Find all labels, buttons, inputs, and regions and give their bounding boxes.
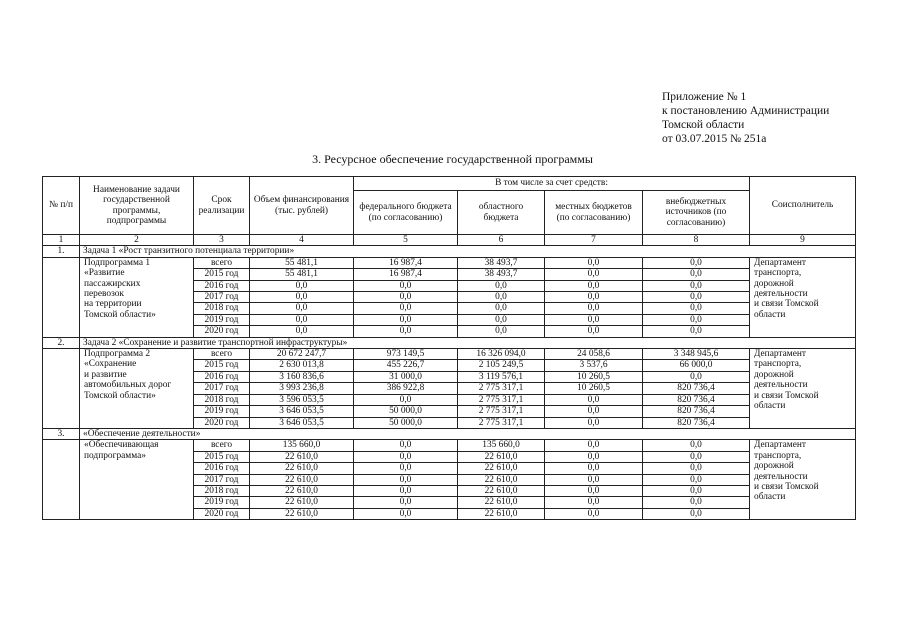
amount-cell: 0,0 (458, 314, 545, 325)
amount-cell: 0,0 (643, 485, 750, 496)
coexecutor-cell: Департамент транспорта, дорожной деятельности и связи Томской области (750, 349, 856, 429)
column-number: 4 (250, 235, 354, 246)
amount-cell: 10 260,5 (545, 383, 643, 394)
amount-cell: 135 660,0 (250, 440, 354, 451)
amount-cell: 22 610,0 (250, 463, 354, 474)
column-number: 8 (643, 235, 750, 246)
section-title: «Обеспечение деятельности» (80, 428, 856, 439)
amount-cell: 0,0 (545, 269, 643, 280)
amount-cell: 66 000,0 (643, 360, 750, 371)
appendix-block (662, 90, 829, 146)
amount-cell: 0,0 (354, 314, 458, 325)
coexecutor-cell: Департамент транспорта, дорожной деятельности и связи Томской области (750, 257, 856, 337)
amount-cell: 2 775 317,1 (458, 417, 545, 428)
amount-cell: 0,0 (643, 440, 750, 451)
resource-table (42, 176, 856, 520)
column-number: 7 (545, 235, 643, 246)
amount-cell: 0,0 (458, 280, 545, 291)
header-name: Наименование задачи государственной программы, подпрограммы (80, 177, 194, 235)
amount-cell: 0,0 (250, 314, 354, 325)
section-title: Задача 2 «Сохранение и развитие транспортной инфраструктуры» (80, 337, 856, 348)
period-cell: 2018 год (194, 485, 250, 496)
amount-cell: 0,0 (643, 474, 750, 485)
amount-cell: 38 493,7 (458, 257, 545, 268)
table-row (43, 349, 856, 360)
header-including: В том числе за счет средств: (354, 177, 750, 191)
amount-cell: 0,0 (545, 406, 643, 417)
amount-cell: 0,0 (250, 326, 354, 337)
amount-cell: 0,0 (458, 303, 545, 314)
header-local: местных бюджетов (по согласованию) (545, 191, 643, 235)
column-number: 6 (458, 235, 545, 246)
amount-cell: 386 922,8 (354, 383, 458, 394)
amount-cell: 135 660,0 (458, 440, 545, 451)
amount-cell: 3 160 836,6 (250, 371, 354, 382)
amount-cell: 0,0 (643, 280, 750, 291)
amount-cell: 22 610,0 (250, 485, 354, 496)
amount-cell: 0,0 (545, 292, 643, 303)
document-title: 3. Ресурсное обеспечение государственной программы (312, 152, 593, 166)
amount-cell: 0,0 (643, 257, 750, 268)
amount-cell: 24 058,6 (545, 349, 643, 360)
blank-cell (43, 440, 80, 520)
period-cell: 2020 год (194, 326, 250, 337)
period-cell: 2015 год (194, 451, 250, 462)
amount-cell: 0,0 (354, 292, 458, 303)
amount-cell: 55 481,1 (250, 257, 354, 268)
amount-cell: 22 610,0 (458, 463, 545, 474)
amount-cell: 16 326 094,0 (458, 349, 545, 360)
amount-cell: 55 481,1 (250, 269, 354, 280)
amount-cell: 455 226,7 (354, 360, 458, 371)
period-cell: 2016 год (194, 463, 250, 474)
amount-cell: 0,0 (354, 508, 458, 519)
header-coexecutor: Соисполнитель (750, 177, 856, 235)
amount-cell: 3 119 576,1 (458, 371, 545, 382)
section-number: 2. (43, 337, 80, 348)
amount-cell: 22 610,0 (458, 451, 545, 462)
amount-cell: 22 610,0 (458, 474, 545, 485)
amount-cell: 0,0 (643, 451, 750, 462)
amount-cell: 0,0 (545, 463, 643, 474)
table-row (43, 440, 856, 451)
period-cell: 2019 год (194, 314, 250, 325)
amount-cell: 0,0 (458, 292, 545, 303)
amount-cell: 0,0 (354, 326, 458, 337)
subprogram-name: Подпрограмма 1 «Развитие пассажирских перевозок на территории Томской области» (80, 257, 194, 337)
amount-cell: 3 537,6 (545, 360, 643, 371)
amount-cell: 0,0 (545, 280, 643, 291)
amount-cell: 2 775 317,1 (458, 383, 545, 394)
header-volume: Объем финансирования (тыс. рублей) (250, 177, 354, 235)
amount-cell: 22 610,0 (250, 508, 354, 519)
header-regional: областного бюджета (458, 191, 545, 235)
amount-cell: 0,0 (250, 280, 354, 291)
amount-cell: 0,0 (643, 314, 750, 325)
amount-cell: 3 646 053,5 (250, 417, 354, 428)
amount-cell: 0,0 (643, 292, 750, 303)
appendix-line: к постановлению Администрации (662, 105, 830, 117)
amount-cell: 0,0 (545, 451, 643, 462)
section-row (43, 428, 856, 439)
amount-cell: 0,0 (643, 508, 750, 519)
amount-cell: 50 000,0 (354, 417, 458, 428)
period-cell: 2016 год (194, 280, 250, 291)
amount-cell: 22 610,0 (458, 508, 545, 519)
amount-cell: 0,0 (545, 417, 643, 428)
amount-cell: 22 610,0 (250, 451, 354, 462)
column-number: 1 (43, 235, 80, 246)
section-row (43, 246, 856, 257)
appendix-line: Томской области (662, 119, 745, 131)
column-number: 5 (354, 235, 458, 246)
amount-cell: 2 775 317,1 (458, 406, 545, 417)
period-cell: 2018 год (194, 394, 250, 405)
period-cell: 2015 год (194, 269, 250, 280)
period-cell: 2019 год (194, 406, 250, 417)
amount-cell: 0,0 (545, 257, 643, 268)
subprogram-name: «Обеспечивающая подпрограмма» (80, 440, 194, 520)
period-cell: 2017 год (194, 292, 250, 303)
table-row (43, 257, 856, 268)
amount-cell: 0,0 (354, 485, 458, 496)
amount-cell: 0,0 (643, 303, 750, 314)
column-number: 3 (194, 235, 250, 246)
header-num: № п/п (43, 177, 80, 235)
amount-cell: 3 646 053,5 (250, 406, 354, 417)
appendix-line: Приложение № 1 (662, 91, 747, 103)
period-cell: всего (194, 440, 250, 451)
amount-cell: 38 493,7 (458, 269, 545, 280)
amount-cell: 820 736,4 (643, 394, 750, 405)
amount-cell: 0,0 (354, 463, 458, 474)
amount-cell: 22 610,0 (458, 497, 545, 508)
amount-cell: 3 596 053,5 (250, 394, 354, 405)
amount-cell: 820 736,4 (643, 406, 750, 417)
amount-cell: 50 000,0 (354, 406, 458, 417)
blank-cell (43, 257, 80, 337)
period-cell: 2017 год (194, 383, 250, 394)
column-number: 9 (750, 235, 856, 246)
amount-cell: 16 987,4 (354, 269, 458, 280)
amount-cell: 22 610,0 (458, 485, 545, 496)
amount-cell: 0,0 (643, 371, 750, 382)
period-cell: 2019 год (194, 497, 250, 508)
amount-cell: 22 610,0 (250, 497, 354, 508)
amount-cell: 0,0 (250, 292, 354, 303)
amount-cell: 973 149,5 (354, 349, 458, 360)
period-cell: всего (194, 257, 250, 268)
header-term: Срок реализации (194, 177, 250, 235)
amount-cell: 0,0 (545, 314, 643, 325)
period-cell: 2020 год (194, 508, 250, 519)
amount-cell: 2 775 317,1 (458, 394, 545, 405)
amount-cell: 0,0 (250, 303, 354, 314)
column-numbers-row (43, 235, 856, 246)
amount-cell: 0,0 (545, 394, 643, 405)
amount-cell: 0,0 (354, 451, 458, 462)
amount-cell: 2 630 013,8 (250, 360, 354, 371)
section-row (43, 337, 856, 348)
period-cell: всего (194, 349, 250, 360)
amount-cell: 0,0 (643, 497, 750, 508)
amount-cell: 0,0 (545, 303, 643, 314)
amount-cell: 0,0 (545, 485, 643, 496)
section-number: 3. (43, 428, 80, 439)
subprogram-name: Подпрограмма 2 «Сохранение и развитие автомобильных дорог Томской области» (80, 349, 194, 429)
amount-cell: 0,0 (458, 326, 545, 337)
coexecutor-cell: Департамент транспорта, дорожной деятельности и связи Томской области (750, 440, 856, 520)
amount-cell: 2 105 249,5 (458, 360, 545, 371)
period-cell: 2018 год (194, 303, 250, 314)
amount-cell: 22 610,0 (250, 474, 354, 485)
amount-cell: 0,0 (354, 474, 458, 485)
period-cell: 2017 год (194, 474, 250, 485)
section-number: 1. (43, 246, 80, 257)
section-title: Задача 1 «Рост транзитного потенциала территории» (80, 246, 856, 257)
amount-cell: 0,0 (545, 440, 643, 451)
column-number: 2 (80, 235, 194, 246)
period-cell: 2016 год (194, 371, 250, 382)
amount-cell: 0,0 (545, 474, 643, 485)
amount-cell: 3 993 236,8 (250, 383, 354, 394)
amount-cell: 0,0 (643, 269, 750, 280)
amount-cell: 0,0 (354, 440, 458, 451)
amount-cell: 0,0 (354, 497, 458, 508)
header-extrabudget: внебюджетных источников (по согласованию) (643, 191, 750, 235)
amount-cell: 0,0 (354, 303, 458, 314)
amount-cell: 0,0 (545, 497, 643, 508)
appendix-line: от 03.07.2015 № 251а (662, 133, 767, 145)
header-federal: федерального бюджета (по согласованию) (354, 191, 458, 235)
amount-cell: 31 000,0 (354, 371, 458, 382)
blank-cell (43, 349, 80, 429)
amount-cell: 820 736,4 (643, 417, 750, 428)
amount-cell: 0,0 (354, 394, 458, 405)
period-cell: 2015 год (194, 360, 250, 371)
period-cell: 2020 год (194, 417, 250, 428)
amount-cell: 16 987,4 (354, 257, 458, 268)
amount-cell: 0,0 (545, 326, 643, 337)
amount-cell: 0,0 (643, 463, 750, 474)
amount-cell: 3 348 945,6 (643, 349, 750, 360)
amount-cell: 0,0 (354, 280, 458, 291)
amount-cell: 10 260,5 (545, 371, 643, 382)
amount-cell: 820 736,4 (643, 383, 750, 394)
amount-cell: 20 672 247,7 (250, 349, 354, 360)
amount-cell: 0,0 (545, 508, 643, 519)
amount-cell: 0,0 (643, 326, 750, 337)
